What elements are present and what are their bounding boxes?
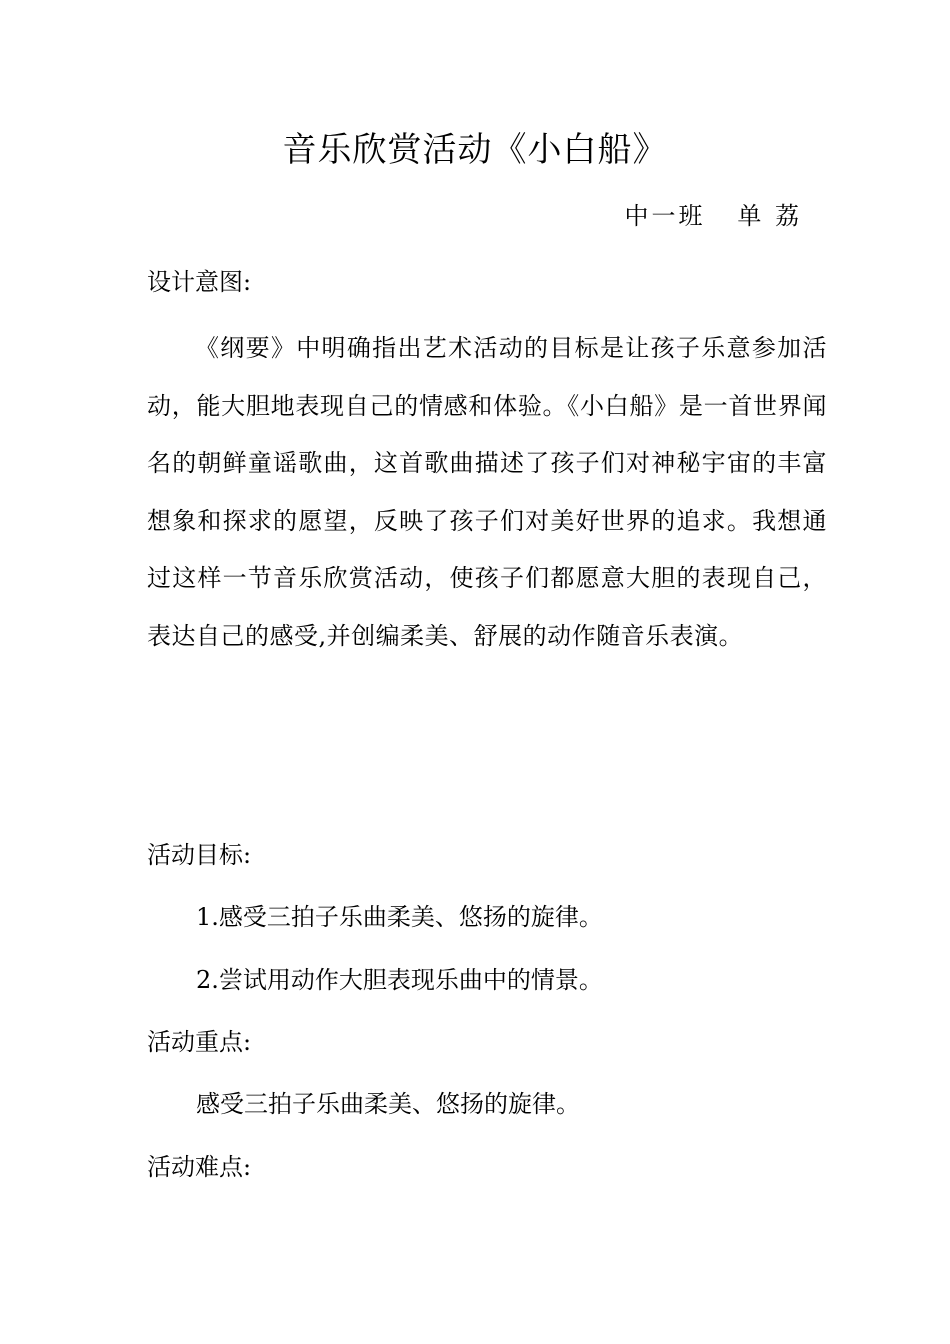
document-title: 音乐欣赏活动《小白船》 bbox=[282, 130, 668, 170]
document-author: 中一班 单 荔 bbox=[624, 202, 802, 230]
activity-goal-item-2: 2.尝试用动作大胆表现乐曲中的情景。 bbox=[196, 966, 603, 994]
section-heading-difficulties: 活动难点: bbox=[147, 1153, 252, 1181]
design-intent-paragraph: 《纲要》中明确指出艺术活动的目标是让孩子乐意参加活动，能大胆地表现自己的情感和体验。《小白船》是一首世界闻名的朝鲜童谣歌曲，这首歌曲描述了孩子们对神秘宇宙的丰富想象和探求的愿望，反映了孩子们对美好世界的追求。我想通过这样一节音乐欣赏活动，使孩子们都愿意大胆的表现自己，表达自己的感受,并创编柔美、舒展的动作随音乐表演。 bbox=[147, 334, 827, 650]
section-heading-key-points: 活动重点: bbox=[147, 1028, 252, 1056]
activity-goal-item-1: 1.感受三拍子乐曲柔美、悠扬的旋律。 bbox=[196, 903, 603, 931]
section-heading-activity-goals: 活动目标: bbox=[147, 841, 252, 869]
key-point-item: 感受三拍子乐曲柔美、悠扬的旋律。 bbox=[196, 1090, 580, 1118]
section-heading-design-intent: 设计意图: bbox=[147, 268, 252, 296]
